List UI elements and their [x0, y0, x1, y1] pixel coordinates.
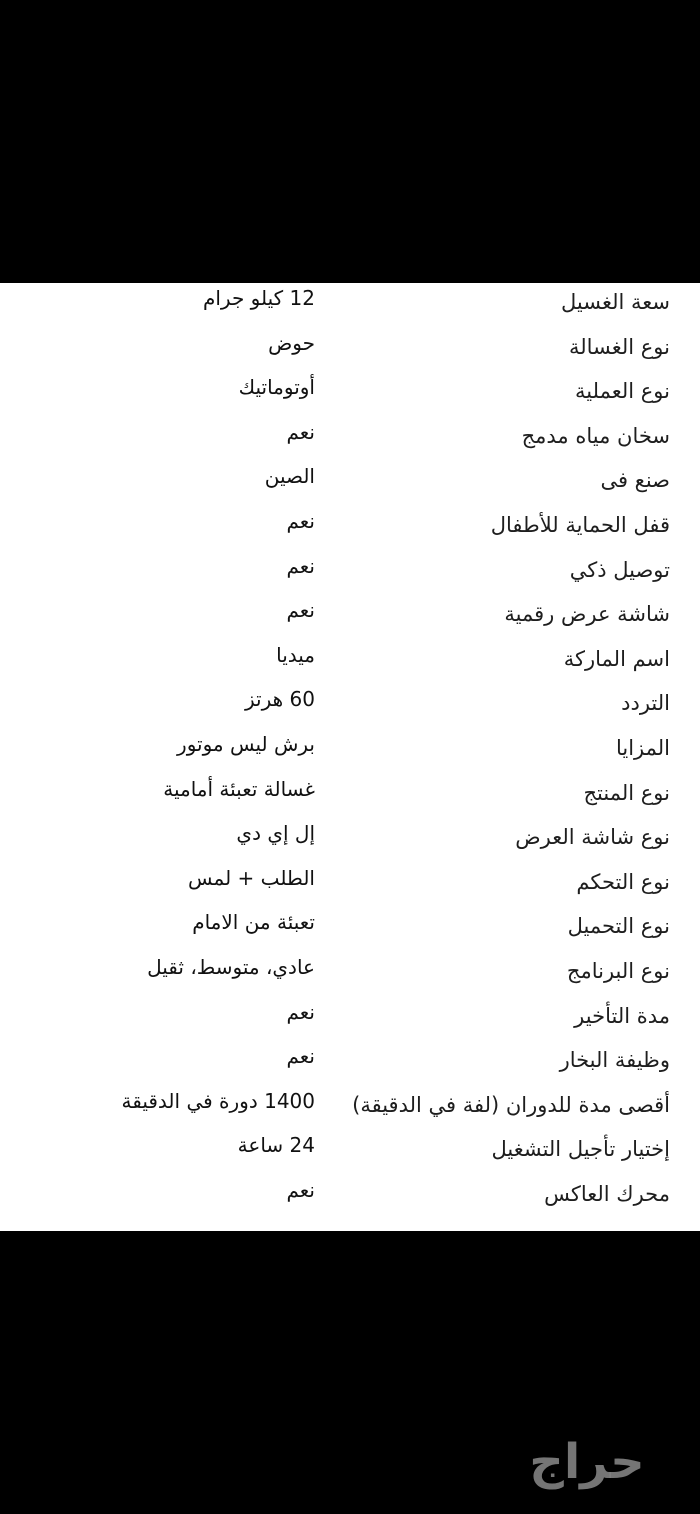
watermark-text: حراج	[529, 1434, 645, 1490]
spec-label: محرك العاكس	[544, 1182, 670, 1206]
spec-value: عادي، متوسط، ثقيل	[147, 955, 315, 979]
spec-label: توصيل ذكي	[569, 557, 670, 582]
spec-value: ميديا	[276, 642, 315, 667]
spec-row	[0, 1175, 700, 1219]
spec-value: أوتوماتيك	[238, 375, 315, 400]
spec-label: المزايا	[615, 736, 670, 760]
spec-value: نعم	[286, 1178, 315, 1202]
spec-value: نعم	[286, 999, 315, 1024]
spec-label: نوع العملية	[575, 379, 670, 404]
spec-row	[0, 372, 700, 416]
spec-label: وظيفة البخار	[559, 1048, 670, 1073]
spec-label: سعة الغسيل	[561, 290, 670, 314]
spec-row	[0, 506, 700, 550]
spec-row	[0, 1086, 700, 1130]
spec-row	[0, 461, 700, 505]
spec-value: 12 كيلو جرام	[202, 286, 315, 310]
top-black-area	[0, 0, 700, 283]
spec-value: إل إي دي	[236, 821, 315, 846]
spec-label: اسم الماركة	[563, 646, 670, 671]
spec-row	[0, 818, 700, 862]
spec-label: التردد	[621, 691, 670, 716]
spec-row	[0, 952, 700, 996]
spec-value: 60 هرتز	[245, 687, 315, 712]
spec-value: غسالة تعبئة أمامية	[163, 776, 315, 801]
spec-label: صنع فى	[600, 468, 670, 493]
spec-value: 1400 دورة في الدقيقة	[121, 1088, 315, 1113]
spec-row	[0, 328, 700, 372]
spec-value: نعم	[286, 553, 315, 578]
spec-row	[0, 863, 700, 907]
spec-label: نوع البرنامج	[566, 959, 670, 983]
spec-value: نعم	[286, 509, 315, 533]
spec-row	[0, 283, 700, 327]
spec-row	[0, 684, 700, 728]
haraj-watermark-logo	[492, 1426, 682, 1496]
spec-value: برش ليس موتور	[177, 732, 315, 756]
spec-value: نعم	[286, 598, 315, 623]
spec-label: سخان مياه مدمج	[521, 423, 670, 448]
spec-value: الطلب + لمس	[188, 865, 315, 890]
spec-label: قفل الحماية للأطفال	[490, 513, 670, 537]
spec-label: نوع المنتج	[583, 780, 670, 805]
spec-label: مدة التأخير	[574, 1003, 670, 1028]
spec-row	[0, 1041, 700, 1085]
spec-label: شاشة عرض رقمية	[504, 602, 670, 627]
spec-value: تعبئة من الامام	[192, 910, 315, 935]
spec-row	[0, 729, 700, 773]
spec-row	[0, 417, 700, 461]
spec-label: نوع شاشة العرض	[515, 825, 670, 850]
spec-label: نوع التحكم	[576, 869, 670, 894]
spec-label: نوع التحميل	[567, 914, 670, 939]
spec-row	[0, 595, 700, 639]
spec-row	[0, 640, 700, 684]
spec-label: إختيار تأجيل التشغيل	[491, 1137, 670, 1162]
spec-value: 24 ساعة	[237, 1133, 315, 1158]
spec-value: نعم	[286, 1044, 315, 1069]
spec-value: حوض	[268, 330, 315, 355]
spec-row	[0, 1130, 700, 1174]
spec-row	[0, 907, 700, 951]
spec-row	[0, 997, 700, 1041]
spec-value: الصين	[264, 464, 315, 489]
specifications-panel	[0, 283, 700, 1231]
spec-label: أقصى مدة للدوران (لفة في الدقيقة)	[352, 1092, 670, 1117]
spec-row	[0, 774, 700, 818]
spec-value: نعم	[286, 419, 315, 444]
spec-label: نوع الغسالة	[568, 334, 670, 359]
spec-row	[0, 551, 700, 595]
